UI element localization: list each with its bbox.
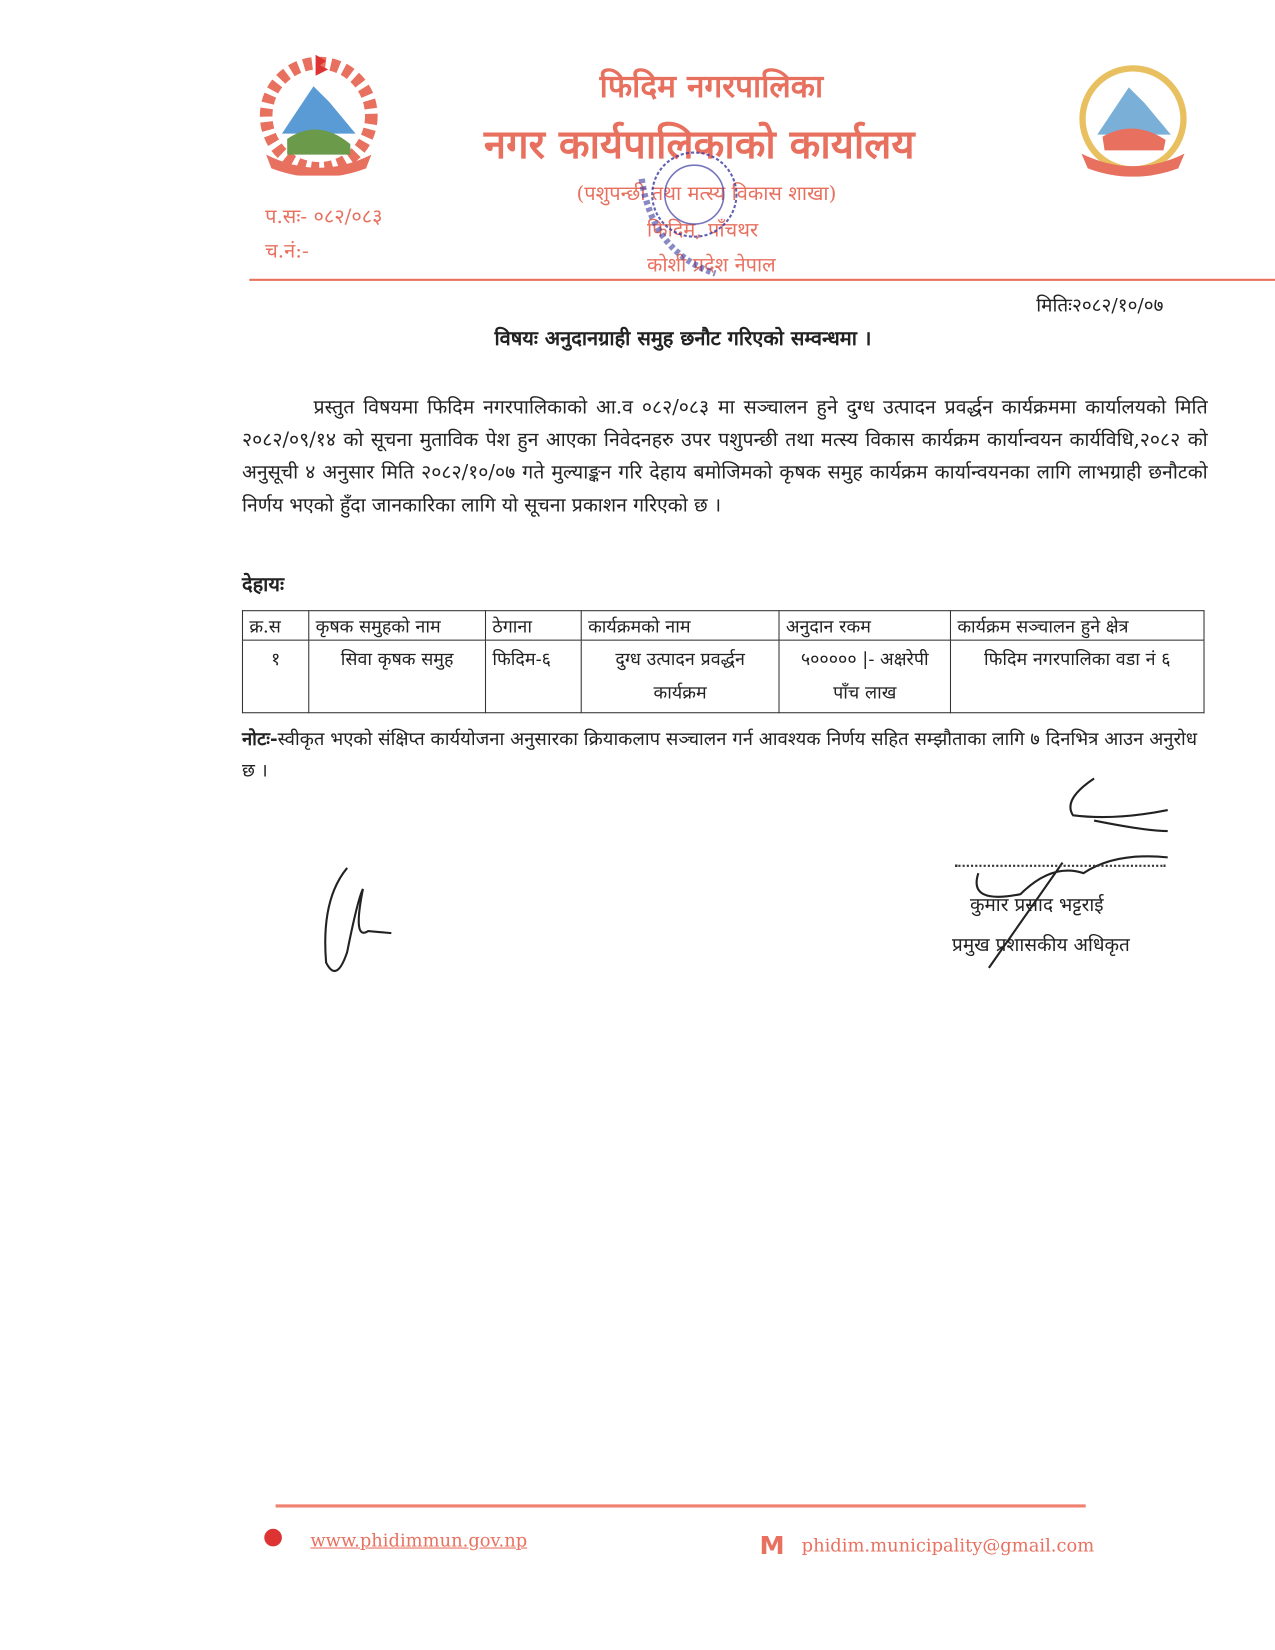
branch-name: (पशुपन्छी तथा मत्स्य विकास शाखा): [576, 181, 837, 206]
website-link[interactable]: www.phidimmun.gov.np: [310, 1530, 528, 1552]
nepal-emblem-logo: [250, 55, 387, 176]
selected-groups-table: [242, 610, 1205, 713]
cell-group-name: सिवा कृषक समुह: [309, 640, 486, 713]
cell-address: फिदिम-६: [485, 640, 581, 713]
letter-subject: विषयः अनुदानग्राही समुह छनौट गरिएको सम्वन्धमा ।: [494, 327, 872, 351]
letter-date: मितिः२०८२/१०/०७: [1036, 294, 1164, 317]
note-label: नोटः-: [241, 729, 278, 751]
office-province: कोशी प्रदेश नेपाल: [646, 253, 776, 277]
table-header-row: [242, 611, 1204, 640]
left-signature: [316, 857, 400, 989]
col-serial: क्र.स: [242, 611, 308, 640]
office-location: फिदिम, पाँचथर: [646, 218, 759, 242]
col-program-name: कार्यक्रमको नाम: [581, 611, 779, 640]
col-group-name: कृषक समुहको नाम: [309, 611, 486, 640]
col-address: ठेगाना: [485, 611, 581, 640]
signatory-title: प्रमुख प्रशासकीय अधिकृत: [952, 934, 1130, 957]
office-name: नगर कार्यपालिकाको कार्यालय: [483, 119, 915, 168]
signatory-name: कुमार प्रसाद भट्टराई: [969, 894, 1104, 917]
signature-line: [955, 865, 1165, 867]
letter-body: प्रस्तुत विषयमा फिदिम नगरपालिकाको आ.व ०८२/०८३ मा सञ्चालन हुने दुग्ध उत्पादन प्रवर्द्धन कार्यक्रममा कार्यालयको मिति २०८२/०९/१४ को सूचना मुताविक पेश हुन आएका निवेदनहरु उपर पशुपन्छी तथा मत्स्य विकास कार्यक्रम कार्यान्वयन कार्यविधि,२०८२ को अनुसूची ४ अनुसार मिति २०८२/१०/०७ गते मुल्याङ्कन गरि देहाय बमोजिमको कृषक समुह कार्यक्रम कार्यान्वयनका लागि लाभग्राही छनौटको निर्णय भएको हुँदा जानकारिका लागि यो सूचना प्रकाशन गरिएको छ ।: [241, 396, 1208, 517]
globe-icon: ●: [263, 1523, 284, 1550]
col-grant-amount: अनुदान रकम: [779, 611, 950, 640]
note-text: स्वीकृत भएको संक्षिप्त कार्ययोजना अनुसारका क्रियाकलाप सञ्चालन गर्न आवश्यक निर्णय सहित सम्झौताका लागि ७ दिनभित्र आउन अनुरोध छ ।: [241, 729, 1198, 782]
cell-serial: १: [242, 640, 308, 713]
dehay-label: देहायः: [241, 573, 285, 597]
cell-program-area: फिदिम नगरपालिका वडा नं ६: [950, 640, 1204, 713]
mail-icon: M: [759, 1530, 785, 1561]
footer-divider: [276, 1504, 1086, 1507]
header-divider: [249, 279, 1275, 281]
col-program-area: कार्यक्रम सञ्चालन हुने क्षेत्र: [950, 611, 1204, 640]
dispatch-number: च.नं:-: [265, 239, 309, 263]
office-stamp: [621, 137, 768, 284]
cell-grant-amount: ५००००० |- अक्षरेपी पाँच लाख: [779, 640, 950, 713]
table-row: [242, 640, 1204, 713]
email-link[interactable]: phidim.municipality@gmail.com: [801, 1535, 1095, 1557]
municipality-logo: [1071, 61, 1195, 177]
cell-program-name: दुग्ध उत्पादन प्रवर्द्धन कार्यक्रम: [581, 640, 779, 713]
municipality-name: फिदिम नगरपालिका: [599, 68, 824, 106]
reference-number: प.सः- ०८२/०८३: [265, 205, 383, 229]
